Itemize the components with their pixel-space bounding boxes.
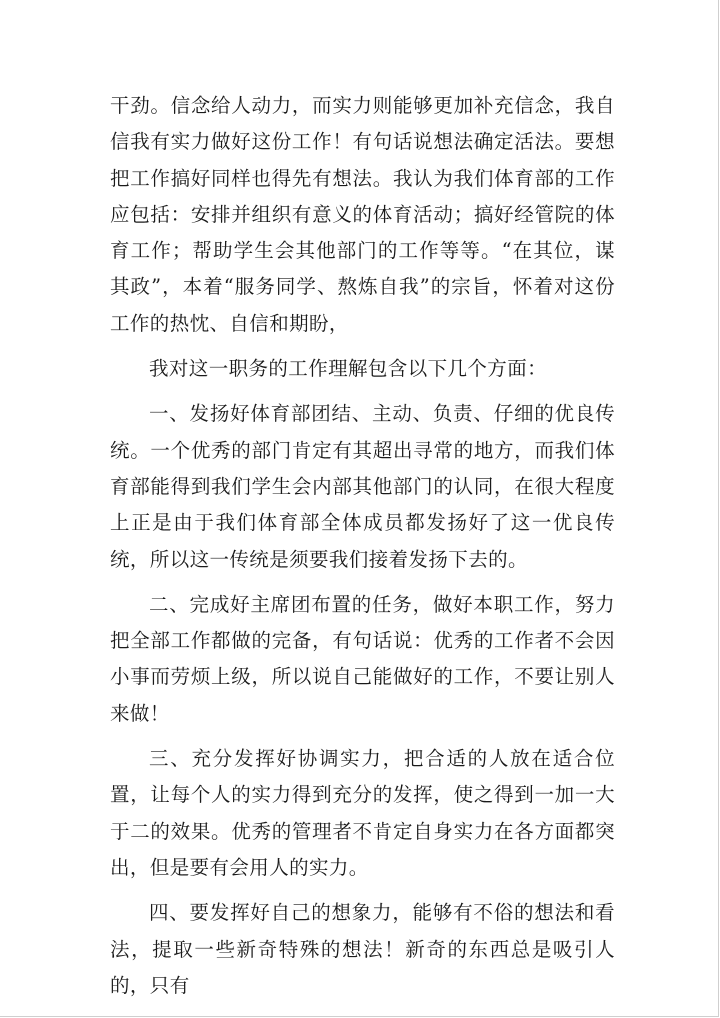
- paragraph-5: 三、充分发挥好协调实力，把合适的人放在适合位置，让每个人的实力得到充分的发挥，使之得到一加一大于二的效果。优秀的管理者不肯定自身实力在各方面都突出，但是要有会用人的实力。: [110, 747, 615, 879]
- paragraph-3: 一、发扬好体育部团结、主动、负责、仔细的优良传统。一个优秀的部门肯定有其超出寻常的地方，而我们体育部能得到我们学生会内部其他部门的认同，在很大程度上正是由于我们体育部全体成员都发扬好了这一优良传统，所以这一传统是须要我们接着发扬下去的。: [110, 402, 615, 571]
- paragraph-4: 二、完成好主席团布置的任务，做好本职工作，努力把全部工作都做的完备，有句话说：优秀的工作者不会因小事而劳烦上级，所以说自己能做好的工作，不要让别人来做！: [110, 592, 615, 725]
- paragraph-6: 四、要发挥好自己的想象力，能够有不俗的想法和看法，提取一些新奇特殊的想法！新奇的东西总是吸引人的，只有: [110, 901, 615, 997]
- document-body: [110, 88, 615, 1004]
- paragraph-1: 干劲。信念给人动力，而实力则能够更加补充信念，我自信我有实力做好这份工作！有句话说想法确定活法。要想把工作搞好同样也得先有想法。我认为我们体育部的工作应包括：安排并组织有意义的体育活动；搞好经管院的体育工作；帮助学生会其他部门的工作等等。“在其位，谋其政”，本着“服务同学、熬炼自我”的宗旨，怀着对这份工作的热忱、自信和期盼，: [110, 94, 615, 335]
- paragraph-2: 我对这一职务的工作理解包含以下几个方面：: [149, 357, 548, 381]
